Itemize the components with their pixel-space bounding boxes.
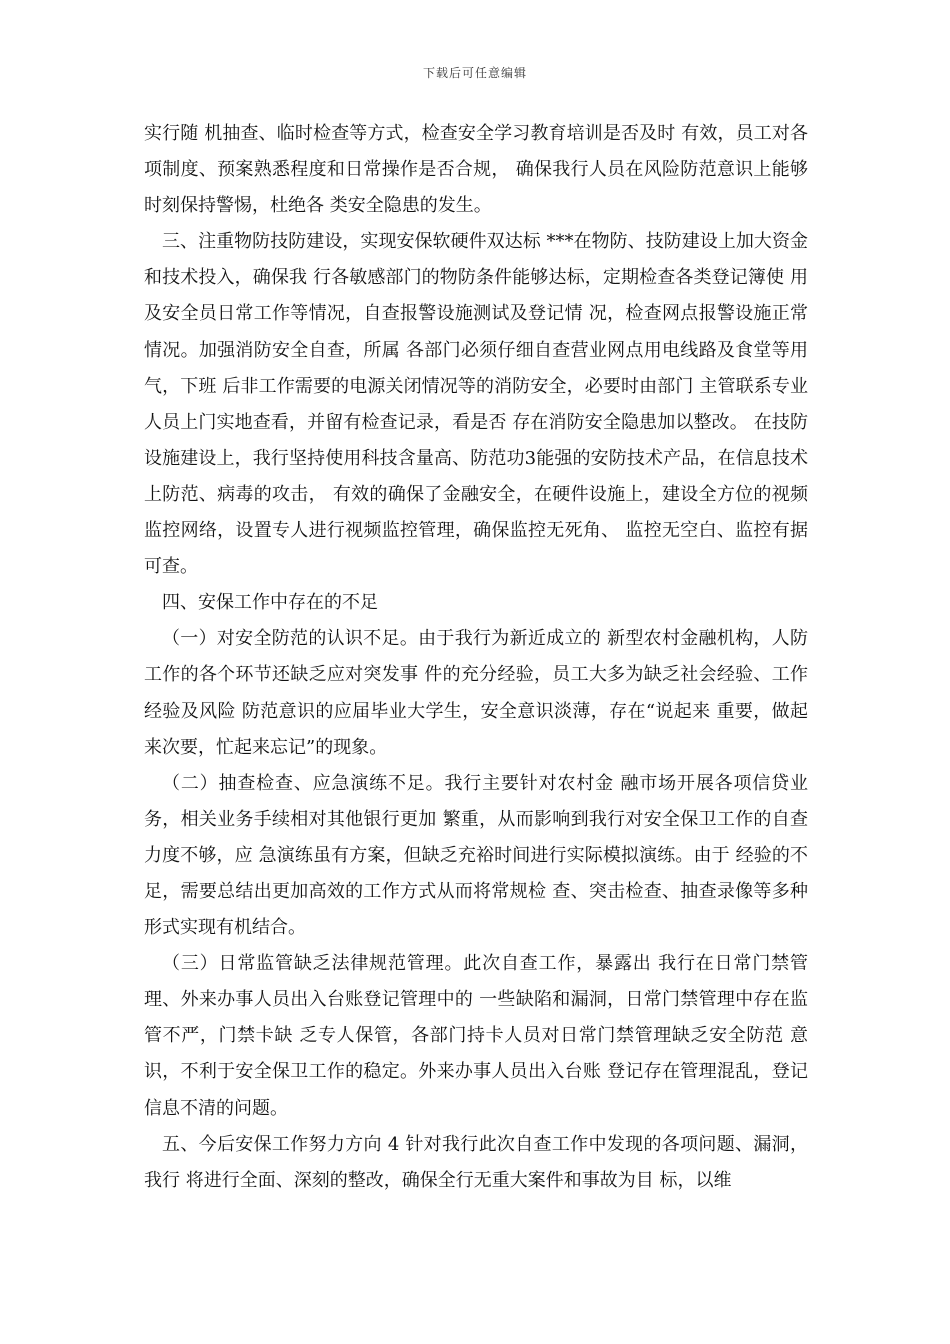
document-body <box>144 116 808 1199</box>
paragraph-item-one: （一）对安全防范的认识不足。由于我行为新近成立的 新型农村金融机构，人防工作的各个环节还缺乏应对突发事 件的充分经验，员工大多为缺乏社会经验、工作经验及风险 防范意识的应届毕业大学生，安全意识淡薄，存在“说起来 重要，做起来次要，忙起来忘记”的现象。 <box>144 628 808 758</box>
paragraph-section-three: 三、注重物防技防建设，实现安保软硬件双达标 ***在物防、技防建设上加大资金和技术投入，确保我 行各敏感部门的物防条件能够达标，定期检查各类登记簿使 用及安全员日常工作等情况，自查报警设施测试及登记情 况，检查网点报警设施正常情况。加强消防安全自查，所属 各部门必须仔细自查营业网点用电线路及食堂等用气，下班 后非工作需要的电源关闭情况等的消防安全，必要时由部门 主管联系专业人员上门实地查看，并留有检查记录，看是否 存在消防安全隐患加以整改。 在技防设施建设上，我行坚持使用科技含量高、防范功3能强的安防技术产品，在信息技术上防范、病毒的攻击， 有效的确保了金融安全，在硬件设施上，建设全方位的视频 监控网络，设置专人进行视频监控管理，确保监控无死角、 监控无空白、监控有据可查。 <box>144 231 808 578</box>
paragraph-item-three: （三）日常监管缺乏法律规范管理。此次自查工作，暴露出 我行在日常门禁管理、外来办事人员出入台账登记管理中的 一些缺陷和漏洞，日常门禁管理中存在监管不严，门禁卡缺 乏专人保管，各部门持卡人员对日常门禁管理缺乏安全防范 意识，不利于安全保卫工作的稳定。外来办事人员出入台账 登记存在管理混乱，登记信息不清的问题。 <box>144 953 808 1119</box>
paragraph-continuation: 实行随 机抽查、临时检查等方式，检查安全学习教育培训是否及时 有效，员工对各项制度、预案熟悉程度和日常操作是否合规， 确保我行人员在风险防范意识上能够时刻保持警惕，杜绝各 类安全隐患的发生。 <box>144 123 808 217</box>
paragraph-section-five: 五、今后安保工作努力方向 4 针对我行此次自查工作中发现的各项问题、漏洞，我行 将进行全面、深刻的整改，确保全行无重大案件和事故为目 标，以维 <box>144 1133 808 1191</box>
paragraph-item-two: （二）抽查检查、应急演练不足。我行主要针对农村金 融市场开展各项信贷业务，相关业务手续相对其他银行更加 繁重，从而影响到我行对安全保卫工作的自查力度不够，应 急演练虽有方案，但缺乏充裕时间进行实际模拟演练。由于 经验的不足，需要总结出更加高效的工作方式从而将常规检 查、突击检查、抽查录像等多种形式实现有机结合。 <box>144 772 808 939</box>
heading-section-four: 四、安保工作中存在的不足 <box>162 592 378 614</box>
header-note: 下载后可任意编辑 <box>422 66 527 80</box>
